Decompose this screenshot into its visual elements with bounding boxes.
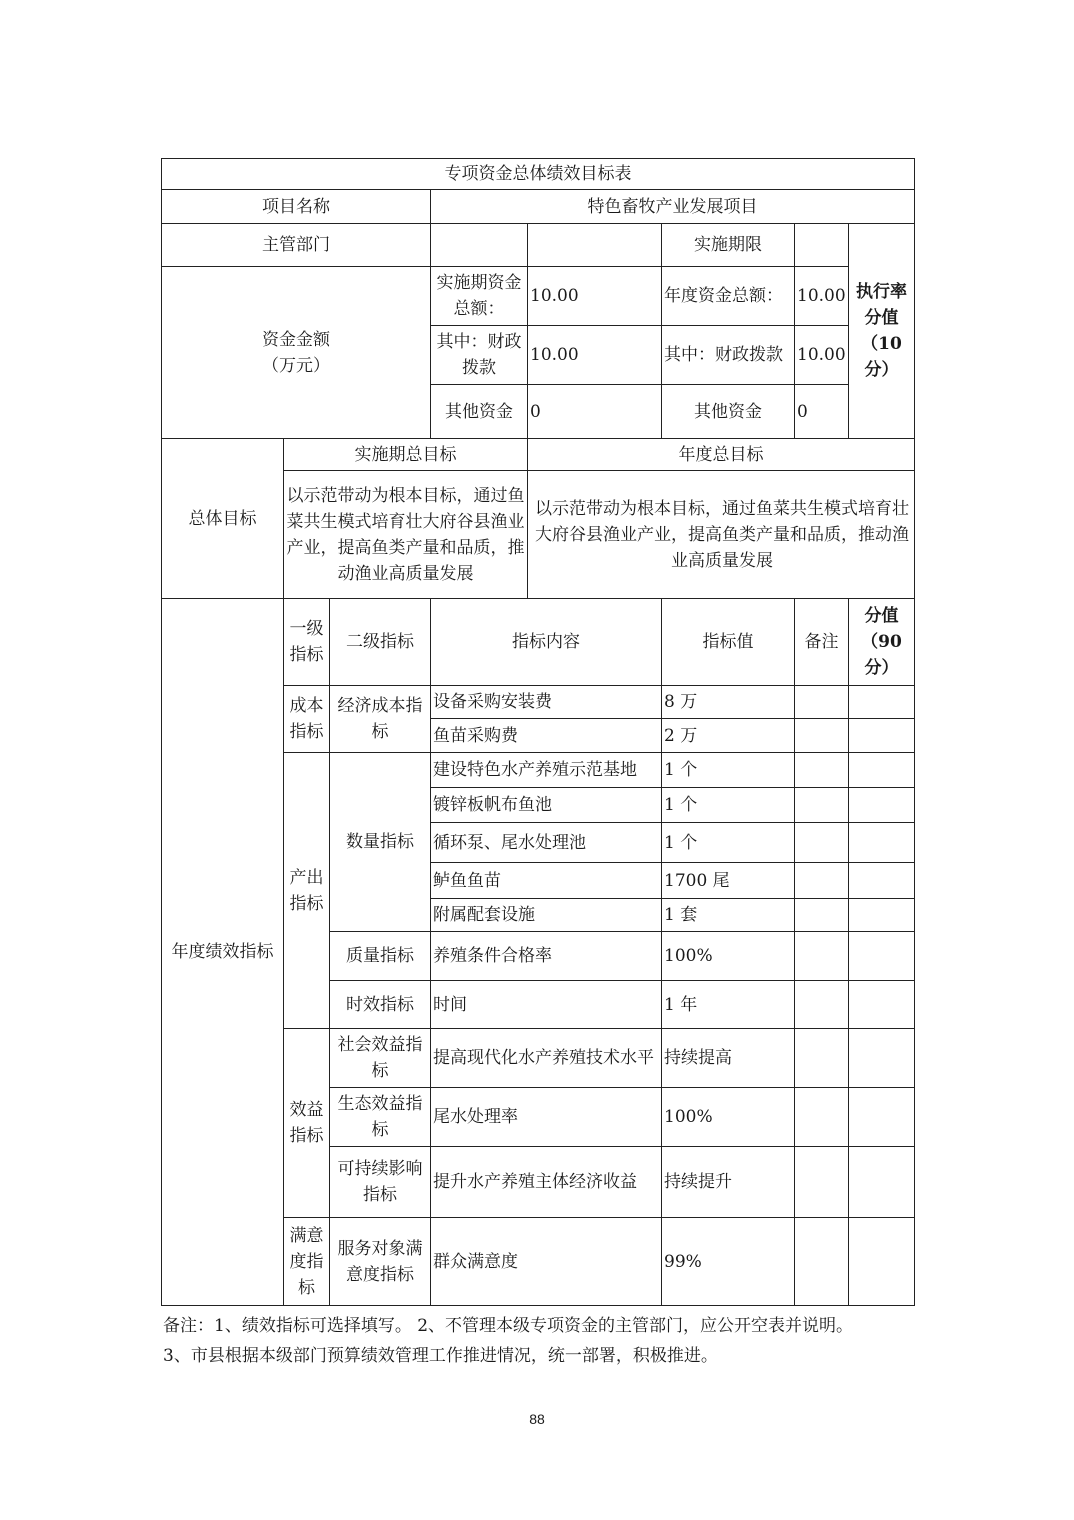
group-output: 产出指标	[284, 753, 330, 1029]
indicator-value: 1 个	[662, 823, 795, 863]
indicator-score	[849, 1147, 915, 1218]
indicator-remark	[795, 823, 849, 863]
project-name-label: 项目名称	[162, 190, 431, 224]
header-value: 指标值	[662, 599, 795, 686]
indicator-value: 1 个	[662, 753, 795, 788]
indicator-value: 1 个	[662, 788, 795, 823]
indicator-content: 群众满意度	[431, 1218, 662, 1306]
indicator-score	[849, 788, 915, 823]
funds-label: 资金金额 （万元）	[162, 267, 431, 439]
indicator-score	[849, 981, 915, 1029]
indicator-score	[849, 823, 915, 863]
other-label-1: 其他资金	[431, 385, 528, 439]
sub-quantity: 数量指标	[330, 753, 431, 932]
indicator-content: 养殖条件合格率	[431, 932, 662, 981]
indicator-remark	[795, 686, 849, 719]
indicator-content: 提高现代化水产养殖技术水平	[431, 1029, 662, 1088]
indicator-value: 持续提升	[662, 1147, 795, 1218]
sub-social: 社会效益指标	[330, 1029, 431, 1088]
indicator-remark	[795, 1029, 849, 1088]
indicator-content: 尾水处理率	[431, 1088, 662, 1147]
indicator-value: 持续提高	[662, 1029, 795, 1088]
indicator-remark	[795, 788, 849, 823]
indicator-value: 1700 尾	[662, 863, 795, 899]
indicator-content: 循环泵、尾水处理池	[431, 823, 662, 863]
fiscal-value-2: 10.00	[795, 326, 849, 385]
annual-funds-label: 年度资金总额：	[662, 267, 795, 326]
fiscal-value-1: 10.00	[528, 326, 662, 385]
other-value-2: 0	[795, 385, 849, 439]
footnote: 备注：1、绩效指标可选择填写。 2、不管理本级专项资金的主管部门，应公开空表并说明。3、市县根据本级部门预算绩效管理工作推进情况，统一部署，积极推进。	[163, 1316, 854, 1366]
header-remark: 备注	[795, 599, 849, 686]
other-value-1: 0	[528, 385, 662, 439]
indicator-value: 1 年	[662, 981, 795, 1029]
indicator-value: 8 万	[662, 686, 795, 719]
sub-quality: 质量指标	[330, 932, 431, 981]
indicator-remark	[795, 1147, 849, 1218]
annual-funds-value: 10.00	[795, 267, 849, 326]
indicator-score	[849, 1218, 915, 1306]
dept-blank	[528, 224, 662, 267]
indicator-content: 鲈鱼鱼苗	[431, 863, 662, 899]
indicator-content: 鱼苗采购费	[431, 719, 662, 753]
indicator-score	[849, 1029, 915, 1088]
page-number: 88	[529, 1411, 545, 1427]
annual-indicators-label: 年度绩效指标	[162, 599, 284, 1306]
dept-label: 主管部门	[162, 224, 431, 267]
indicator-score	[849, 686, 915, 719]
indicator-remark	[795, 981, 849, 1029]
dept-value	[431, 224, 528, 267]
performance-goal-table	[161, 158, 915, 1306]
total-funds-value: 10.00	[528, 267, 662, 326]
sub-economic-cost: 经济成本指标	[330, 686, 431, 753]
indicator-remark	[795, 932, 849, 981]
fiscal-label-1: 其中：财政拨款	[431, 326, 528, 385]
indicator-content: 附属配套设施	[431, 899, 662, 932]
indicator-score	[849, 863, 915, 899]
sub-sustainable: 可持续影响指标	[330, 1147, 431, 1218]
period-label: 实施期限	[662, 224, 795, 267]
indicator-remark	[795, 1218, 849, 1306]
header-content: 指标内容	[431, 599, 662, 686]
indicator-value: 2 万	[662, 719, 795, 753]
sub-service: 服务对象满意度指标	[330, 1218, 431, 1306]
indicator-remark	[795, 899, 849, 932]
exec-score-header: 执行率分值（10分）	[849, 224, 915, 439]
indicator-remark	[795, 719, 849, 753]
indicator-content: 提升水产养殖主体经济收益	[431, 1147, 662, 1218]
indicator-score	[849, 753, 915, 788]
indicator-content: 设备采购安装费	[431, 686, 662, 719]
header-level1: 一级指标	[284, 599, 330, 686]
indicator-remark	[795, 753, 849, 788]
indicator-value: 1 套	[662, 899, 795, 932]
other-label-2: 其他资金	[662, 385, 795, 439]
period-goal-label: 实施期总目标	[284, 439, 528, 471]
total-funds-label: 实施期资金总额：	[431, 267, 528, 326]
table-title: 专项资金总体绩效目标表	[162, 159, 915, 190]
indicator-value: 100%	[662, 1088, 795, 1147]
indicator-score	[849, 1088, 915, 1147]
indicator-score	[849, 932, 915, 981]
indicator-value: 99%	[662, 1218, 795, 1306]
indicator-remark	[795, 863, 849, 899]
indicator-content: 时间	[431, 981, 662, 1029]
indicator-score	[849, 899, 915, 932]
group-cost: 成本指标	[284, 686, 330, 753]
indicator-content: 建设特色水产养殖示范基地	[431, 753, 662, 788]
annual-goal-text: 以示范带动为根本目标，通过鱼菜共生模式培育壮大府谷县渔业产业，提高鱼类产量和品质，推动渔业高质量发展	[528, 471, 915, 599]
header-level2: 二级指标	[330, 599, 431, 686]
indicator-score	[849, 719, 915, 753]
sub-ecological: 生态效益指标	[330, 1088, 431, 1147]
header-score: 分值（90分）	[849, 599, 915, 686]
sub-timeliness: 时效指标	[330, 981, 431, 1029]
indicator-remark	[795, 1088, 849, 1147]
group-benefit: 效益指标	[284, 1029, 330, 1218]
annual-goal-label: 年度总目标	[528, 439, 915, 471]
group-satisfaction: 满意度指标	[284, 1218, 330, 1306]
period-value	[795, 224, 849, 267]
indicator-content: 镀锌板帆布鱼池	[431, 788, 662, 823]
period-goal-text: 以示范带动为根本目标，通过鱼菜共生模式培育壮大府谷县渔业产业，提高鱼类产量和品质，推动渔业高质量发展	[284, 471, 528, 599]
fiscal-label-2: 其中：财政拨款	[662, 326, 795, 385]
indicator-value: 100%	[662, 932, 795, 981]
project-name-value: 特色畜牧产业发展项目	[431, 190, 915, 224]
overall-goal-label: 总体目标	[162, 439, 284, 599]
